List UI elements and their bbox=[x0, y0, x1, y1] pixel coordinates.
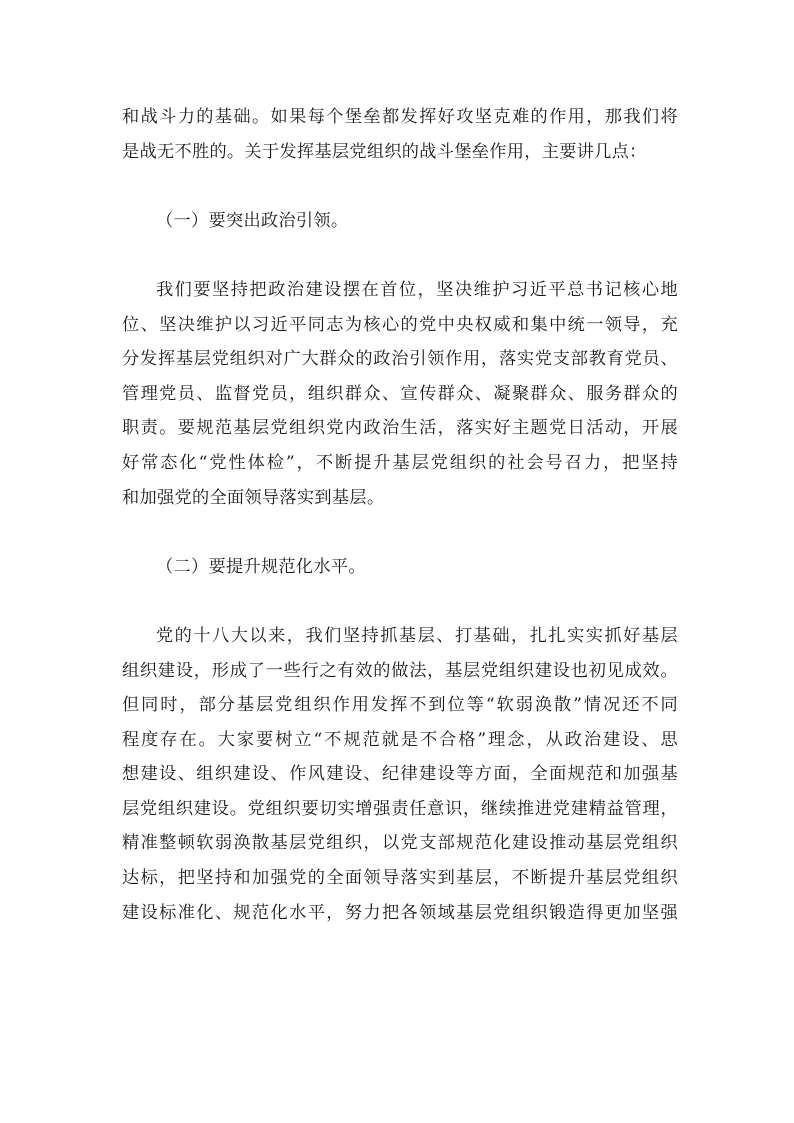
body-line: 分发挥基层党组织对广大群众的政治引领作用，落实党支部教育党员、 bbox=[122, 349, 678, 370]
section-heading: （二）要提升规范化水平。 bbox=[156, 556, 366, 577]
paragraph-gap bbox=[122, 584, 678, 619]
body-line: 达标，把坚持和加强党的全面领导落实到基层，不断提升基层党组织 bbox=[122, 868, 678, 889]
body-line: 但同时，部分基层党组织作用发挥不到位等“软弱涣散”情况还不同 bbox=[122, 695, 678, 716]
body-line: 精准整顿软弱涣散基层党组织，以党支部规范化建设推动基层党组织 bbox=[122, 833, 678, 854]
body-line: 职责。要规范基层党组织党内政治生活，落实好主题党日活动，开展 bbox=[122, 418, 678, 439]
section-heading: （一）要突出政治引领。 bbox=[156, 210, 349, 231]
body-line: 层党组织建设。党组织要切实增强责任意识，继续推进党建精益管理， bbox=[122, 798, 678, 819]
body-line: 管理党员、监督党员，组织群众、宣传群众、凝聚群众、服务群众的 bbox=[122, 383, 678, 404]
body-line: 和战斗力的基础。如果每个堡垒都发挥好攻坚克难的作用，那我们将 bbox=[122, 107, 678, 127]
document-body bbox=[122, 100, 678, 930]
body-line: 好常态化“党性体检”，不断提升基层党组织的社会号召力，把坚持 bbox=[122, 452, 678, 473]
body-line: 我们要坚持把政治建设摆在首位，坚决维护习近平总书记核心地 bbox=[156, 279, 678, 300]
body-line: 位、坚决维护以习近平同志为核心的党中央权威和集中统一领导，充 bbox=[122, 314, 678, 335]
body-line: 组织建设，形成了一些行之有效的做法，基层党组织建设也初见成效。 bbox=[122, 660, 678, 681]
body-line: 程度存在。大家要树立“不规范就是不合格”理念，从政治建设、思 bbox=[122, 729, 678, 750]
paragraph-gap bbox=[122, 238, 678, 273]
body-line: 和加强党的全面领导落实到基层。 bbox=[122, 487, 385, 508]
body-line: 是战无不胜的。关于发挥基层党组织的战斗堡垒作用，主要讲几点： bbox=[122, 141, 647, 162]
paragraph-gap bbox=[122, 169, 678, 204]
paragraph-gap bbox=[122, 515, 678, 550]
body-line: 想建设、组织建设、作风建设、纪律建设等方面，全面规范和加强基 bbox=[122, 764, 678, 785]
body-line: 建设标准化、规范化水平，努力把各领域基层党组织锻造得更加坚强 bbox=[122, 902, 678, 923]
body-line: 党的十八大以来，我们坚持抓基层、打基础，扎扎实实抓好基层 bbox=[156, 625, 678, 646]
